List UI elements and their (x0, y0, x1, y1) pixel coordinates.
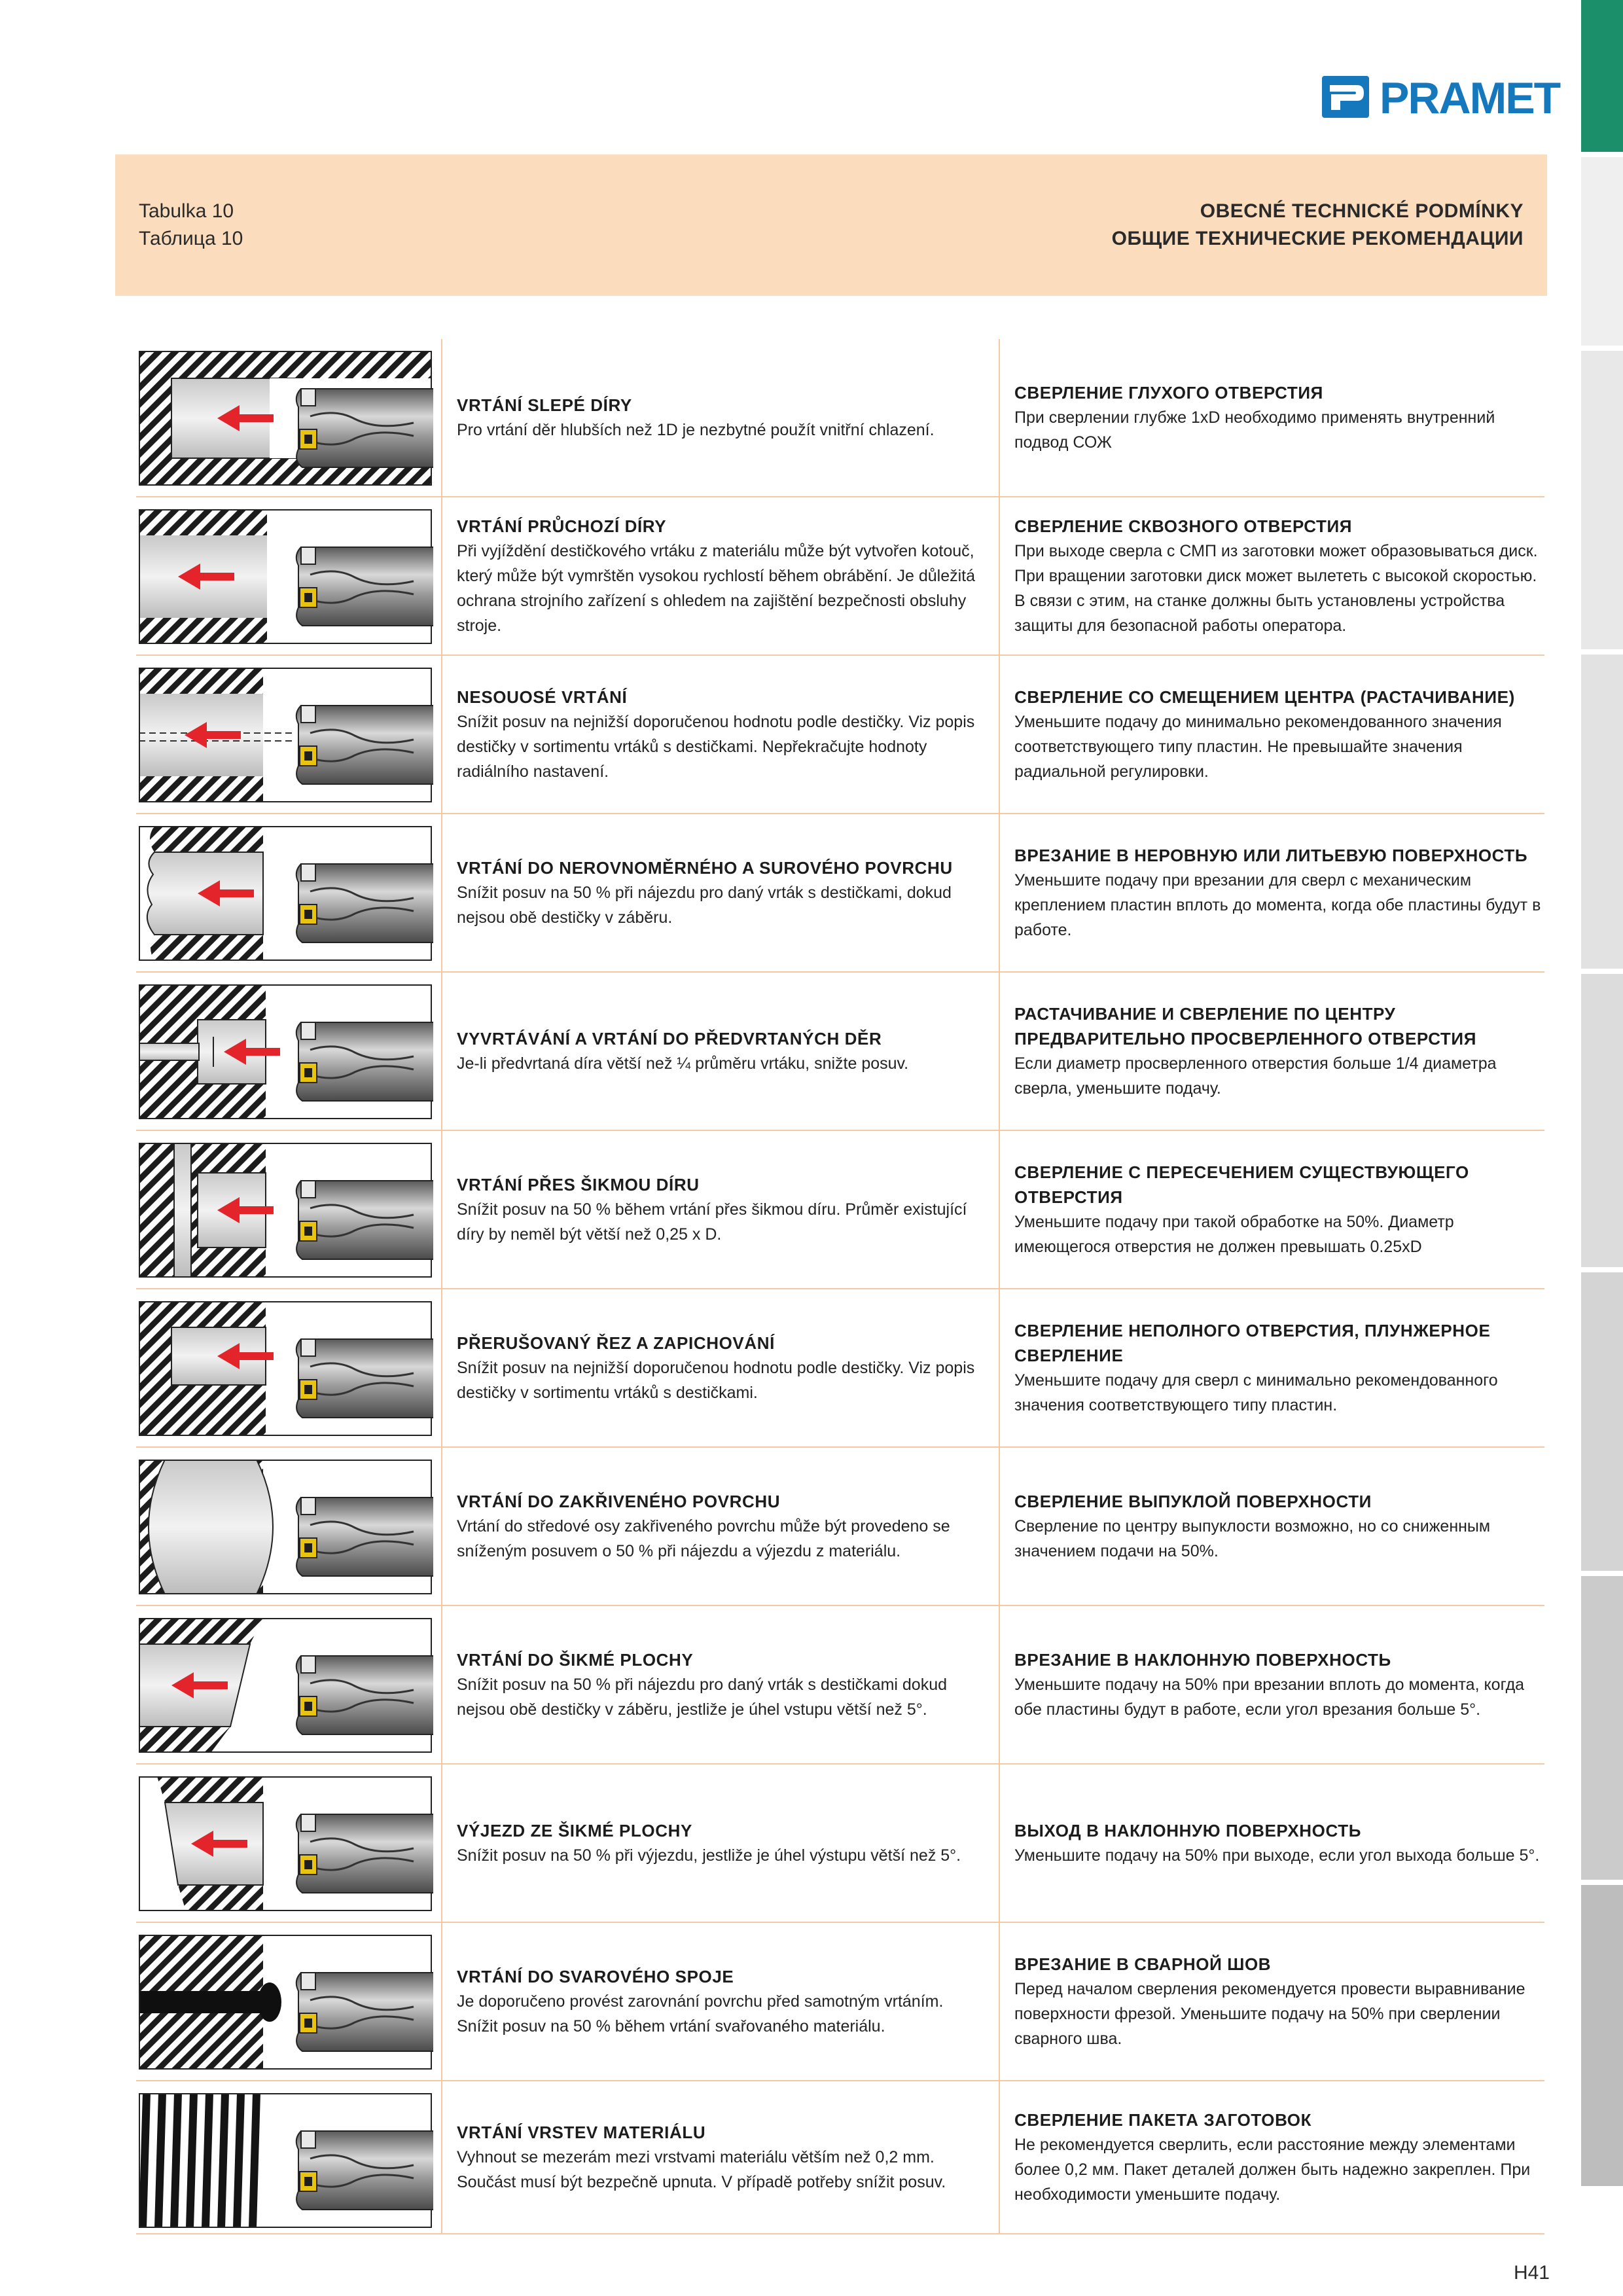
column-divider (999, 973, 1000, 1130)
predrilled-hole-illustration (139, 984, 433, 1119)
column-divider (441, 1923, 442, 2080)
guidelines-table (136, 339, 1544, 2234)
drill-body (296, 864, 433, 942)
russian-description (1008, 814, 1546, 971)
czech-description (457, 973, 984, 1130)
side-tab (1581, 974, 1623, 1267)
table-label (139, 198, 243, 253)
czech-description (457, 814, 984, 971)
drill-body (296, 706, 433, 784)
inclined-exit-illustration (139, 1776, 433, 1911)
column-divider (999, 1923, 1000, 2080)
drill-body (296, 2131, 433, 2210)
russian-description (1008, 1606, 1546, 1763)
column-divider (999, 1131, 1000, 1288)
russian-text: Не рекомендуется сверлить, если расстояние между элементами более 0,2 мм. Пакет деталей должен быть надежно закреплен. При необходимости уменьшите подачу. (1014, 2136, 1531, 2204)
czech-description (457, 2081, 984, 2233)
russian-description (1008, 656, 1546, 813)
table-row (136, 1923, 1544, 2081)
czech-heading: VRTÁNÍ DO NEROVNOMĚRNÉHO A SUROVÉHO POVRCHU (457, 858, 953, 878)
russian-heading: СВЕРЛЕНИЕ ВЫПУКЛОЙ ПОВЕРХНОСТИ (1014, 1492, 1372, 1511)
column-divider (999, 1289, 1000, 1446)
column-divider (999, 656, 1000, 813)
russian-text: Уменьшите подачу при врезании для сверл с механическим креплением пластин вплоть до момента, когда обе пластины будут в работе. (1014, 871, 1541, 939)
russian-text: Уменьшите подачу на 50% при врезании вплоть до момента, когда обе пластины будут в работе, если угол врезания больше 5°. (1014, 1676, 1525, 1719)
czech-description (457, 339, 984, 496)
drill-body (296, 1814, 433, 1893)
russian-text: При сверлении глубже 1xD необходимо применять внутренний подвод СОЖ (1014, 408, 1495, 452)
column-divider (441, 1448, 442, 1605)
russian-text: Уменьшите подачу при такой обработке на 50%. Диаметр имеющегося отверстия не должен превышать 0.25xD (1014, 1213, 1454, 1256)
table-row (136, 656, 1544, 814)
column-divider (999, 2081, 1000, 2233)
czech-text: Pro vrtání děr hlubších než 1D je nezbytné použít vnitřní chlazení. (457, 421, 935, 439)
czech-heading: VRTÁNÍ DO ZAKŘIVENÉHO POVRCHU (457, 1492, 781, 1511)
czech-text: Snížit posuv na nejnižší doporučenou hodnotu podle destičky. Viz popis destičky v sortimentu vrtáků s destičkami. (457, 1359, 975, 1402)
table-row (136, 1765, 1544, 1923)
column-divider (999, 1606, 1000, 1763)
russian-heading: ВЫХОД В НАКЛОННУЮ ПОВЕРХНОСТЬ (1014, 1821, 1361, 1840)
czech-text: Snížit posuv na 50 % při nájezdu pro daný vrták s destičkami, dokud nejsou obě destičky v záběru. (457, 884, 952, 927)
czech-text: Při vyjíždění destičkového vrtáku z materiálu může být vytvořen kotouč, který může být vymrštěn vysokou rychlostí během obrábění. Je důležitá ochrana strojního zařízení s ohledem na zajištění bezpečnosti obsluhy stroje. (457, 542, 976, 635)
drill-body (296, 1022, 433, 1101)
column-divider (441, 656, 442, 813)
column-divider (441, 1289, 442, 1446)
russian-description (1008, 1131, 1546, 1288)
page-number: H41 (1513, 2262, 1550, 2284)
czech-description (457, 1765, 984, 1922)
czech-heading: VRTÁNÍ DO SVAROVÉHO SPOJE (457, 1967, 734, 1986)
column-divider (999, 497, 1000, 655)
russian-text: Сверление по центру выпуклости возможно, но со сниженным значением подачи на 50%. (1014, 1517, 1491, 1560)
russian-description (1008, 2081, 1546, 2233)
russian-text: Уменьшите подачу до минимально рекомендованного значения соответствующего типу пластин. Не превышайте значения радиальной регулировки. (1014, 713, 1502, 781)
russian-heading: СВЕРЛЕНИЕ ГЛУХОГО ОТВЕРСТИЯ (1014, 383, 1323, 403)
column-divider (441, 973, 442, 1130)
russian-heading: СВЕРЛЕНИЕ С ПЕРЕСЕЧЕНИЕМ СУЩЕСТВУЮЩЕГО ОТВЕРСТИЯ (1014, 1162, 1469, 1207)
logo-text: PRAMET (1380, 73, 1560, 123)
czech-description (457, 656, 984, 813)
russian-heading: РАСТАЧИВАНИЕ И СВЕРЛЕНИЕ ПО ЦЕНТРУ ПРЕДВАРИТЕЛЬНО ПРОСВЕРЛЕННОГО ОТВЕРСТИЯ (1014, 1004, 1476, 1049)
table-row (136, 2081, 1544, 2234)
russian-heading: ВРЕЗАНИЕ В НЕРОВНУЮ ИЛИ ЛИТЬЕВУЮ ПОВЕРХНОСТЬ (1014, 846, 1528, 865)
czech-text: Snížit posuv na 50 % během vrtání přes šikmou díru. Průměr existující díry by neměl být větší než 0,25 x D. (457, 1200, 967, 1244)
table-label-ru: Таблица 10 (139, 228, 243, 249)
column-divider (999, 1765, 1000, 1922)
table-label-cz: Tabulka 10 (139, 200, 234, 222)
russian-heading: СВЕРЛЕНИЕ ПАКЕТА ЗАГОТОВОК (1014, 2110, 1312, 2130)
czech-heading: VRTÁNÍ DO ŠIKMÉ PLOCHY (457, 1650, 694, 1670)
russian-heading: ВРЕЗАНИЕ В СВАРНОЙ ШОВ (1014, 1954, 1272, 1974)
column-divider (441, 2081, 442, 2233)
column-divider (441, 814, 442, 971)
russian-text: Перед началом сверления рекомендуется провести выравнивание поверхности фрезой. Уменьшите подачу на 50% при сверлении сварного шва. (1014, 1980, 1525, 2048)
convex-surface-illustration (139, 1460, 433, 1594)
table-row (136, 814, 1544, 973)
side-tab-green (1581, 0, 1623, 152)
column-divider (441, 1131, 442, 1288)
czech-description (457, 1131, 984, 1288)
czech-description (457, 1923, 984, 2080)
drill-body (296, 1656, 433, 1734)
drill-body (296, 1181, 433, 1259)
uneven-surface-illustration (139, 826, 433, 961)
czech-text: Snížit posuv na 50 % při výjezdu, jestliže je úhel výstupu větší než 5°. (457, 1846, 961, 1865)
czech-heading: NESOUOSÉ VRTÁNÍ (457, 687, 628, 707)
table-row (136, 1606, 1544, 1765)
column-divider (999, 1448, 1000, 1605)
russian-heading: СВЕРЛЕНИЕ СКВОЗНОГО ОТВЕРСТИЯ (1014, 516, 1353, 536)
czech-heading: VRTÁNÍ SLEPÉ DÍRY (457, 395, 632, 415)
interrupted-cut-illustration (139, 1301, 433, 1436)
czech-text: Vyhnout se mezerám mezi vrstvami materiálu větším než 0,2 mm. Součást musí být bezpečně upnuta. V případě potřeby snížit posuv. (457, 2148, 946, 2191)
drill-body (296, 1973, 433, 2051)
russian-heading: ВРЕЗАНИЕ В НАКЛОННУЮ ПОВЕРХНОСТЬ (1014, 1650, 1391, 1670)
column-divider (441, 497, 442, 655)
side-tab (1581, 1272, 1623, 1571)
page-title (1112, 198, 1524, 253)
stacked-plates-illustration (139, 2093, 433, 2228)
side-tab (1581, 351, 1623, 649)
russian-heading: СВЕРЛЕНИЕ НЕПОЛНОГО ОТВЕРСТИЯ, ПЛУНЖЕРНОЕ СВЕРЛЕНИЕ (1014, 1321, 1491, 1365)
czech-text: Snížit posuv na nejnižší doporučenou hodnotu podle destičky. Viz popis destičky v sortimentu vrtáků s destičkami. Nepřekračujte hodnoty radiálního nastavení. (457, 713, 975, 781)
drill-body (296, 547, 433, 626)
czech-description (457, 1606, 984, 1763)
czech-description (457, 1289, 984, 1446)
czech-heading: VYVRTÁVÁNÍ A VRTÁNÍ DO PŘEDVRTANÝCH DĚR (457, 1029, 882, 1049)
russian-description (1008, 1923, 1546, 2080)
czech-heading: PŘERUŠOVANÝ ŘEZ A ZAPICHOVÁNÍ (457, 1333, 775, 1353)
russian-text: Если диаметр просверленного отверстия больше 1/4 диаметра сверла, уменьшите подачу. (1014, 1054, 1497, 1098)
czech-text: Vrtání do středové osy zakřiveného povrchu může být provedeno se sníženým posuvem o 50 % při nájezdu a výjezdu z materiálu. (457, 1517, 950, 1560)
column-divider (441, 1606, 442, 1763)
header-band (115, 154, 1547, 296)
czech-text: Je-li předvrtaná díra větší než ¼ průměru vrtáku, snižte posuv. (457, 1054, 909, 1073)
czech-heading: VRTÁNÍ VRSTEV MATERIÁLU (457, 2123, 706, 2142)
page-title-cz: OBECNÉ TECHNICKÉ PODMÍNKY (1200, 200, 1524, 222)
russian-heading: СВЕРЛЕНИЕ СО СМЕЩЕНИЕМ ЦЕНТРА (РАСТАЧИВАНИЕ) (1014, 687, 1515, 707)
column-divider (441, 339, 442, 496)
russian-description (1008, 1765, 1546, 1922)
offset-drilling-illustration (139, 668, 433, 802)
pramet-logo (1321, 72, 1560, 124)
table-row (136, 497, 1544, 656)
table-row (136, 1131, 1544, 1289)
table-row (136, 1448, 1544, 1606)
column-divider (999, 814, 1000, 971)
logo-mark-icon (1321, 72, 1373, 122)
russian-text: При выходе сверла с СМП из заготовки может образовываться диск. При вращении заготовки диск может вылететь с высокой скоростью. В связи с этим, на станке должны быть установлены устройства защиты для безопасной работы оператора. (1014, 542, 1538, 635)
side-tab (1581, 1576, 1623, 1880)
czech-heading: VÝJEZD ZE ŠIKMÉ PLOCHY (457, 1821, 692, 1840)
czech-description (457, 1448, 984, 1605)
table-row (136, 973, 1544, 1131)
column-divider (441, 1765, 442, 1922)
table-row (136, 1289, 1544, 1448)
czech-description (457, 497, 984, 655)
drill-body (296, 1339, 433, 1418)
blind-hole-illustration (139, 351, 433, 486)
side-tab (1581, 157, 1623, 346)
czech-text: Snížit posuv na 50 % při nájezdu pro daný vrták s destičkami dokud nejsou obě destičky v záběru, jestliže je úhel vstupu větší než 5°. (457, 1676, 948, 1719)
side-tab (1581, 655, 1623, 969)
page-title-ru: ОБЩИЕ ТЕХНИЧЕСКИЕ РЕКОМЕНДАЦИИ (1111, 228, 1524, 249)
russian-description (1008, 973, 1546, 1130)
drill-body (296, 389, 433, 467)
drill-body (296, 1498, 433, 1576)
russian-description (1008, 497, 1546, 655)
russian-description (1008, 1448, 1546, 1605)
side-tab (1581, 1885, 1623, 2186)
through-hole-illustration (139, 509, 433, 644)
cross-hole-illustration (139, 1143, 433, 1278)
russian-description (1008, 339, 1546, 496)
russian-text: Уменьшите подачу для сверл с минимально рекомендованного значения соответствующего типу пластин. (1014, 1371, 1498, 1414)
table-row (136, 339, 1544, 497)
czech-heading: VRTÁNÍ PŘES ŠIKMOU DÍRU (457, 1175, 700, 1194)
weld-seam-illustration (139, 1935, 433, 2070)
russian-description (1008, 1289, 1546, 1446)
column-divider (999, 339, 1000, 496)
inclined-entry-illustration (139, 1618, 433, 1753)
czech-text: Je doporučeno provést zarovnání povrchu před samotným vrtáním. Snížit posuv na 50 % během vrtání svařovaného materiálu. (457, 1992, 944, 2036)
russian-text: Уменьшите подачу на 50% при выходе, если угол выхода больше 5°. (1014, 1846, 1540, 1865)
czech-heading: VRTÁNÍ PRŮCHOZÍ DÍRY (457, 516, 667, 536)
